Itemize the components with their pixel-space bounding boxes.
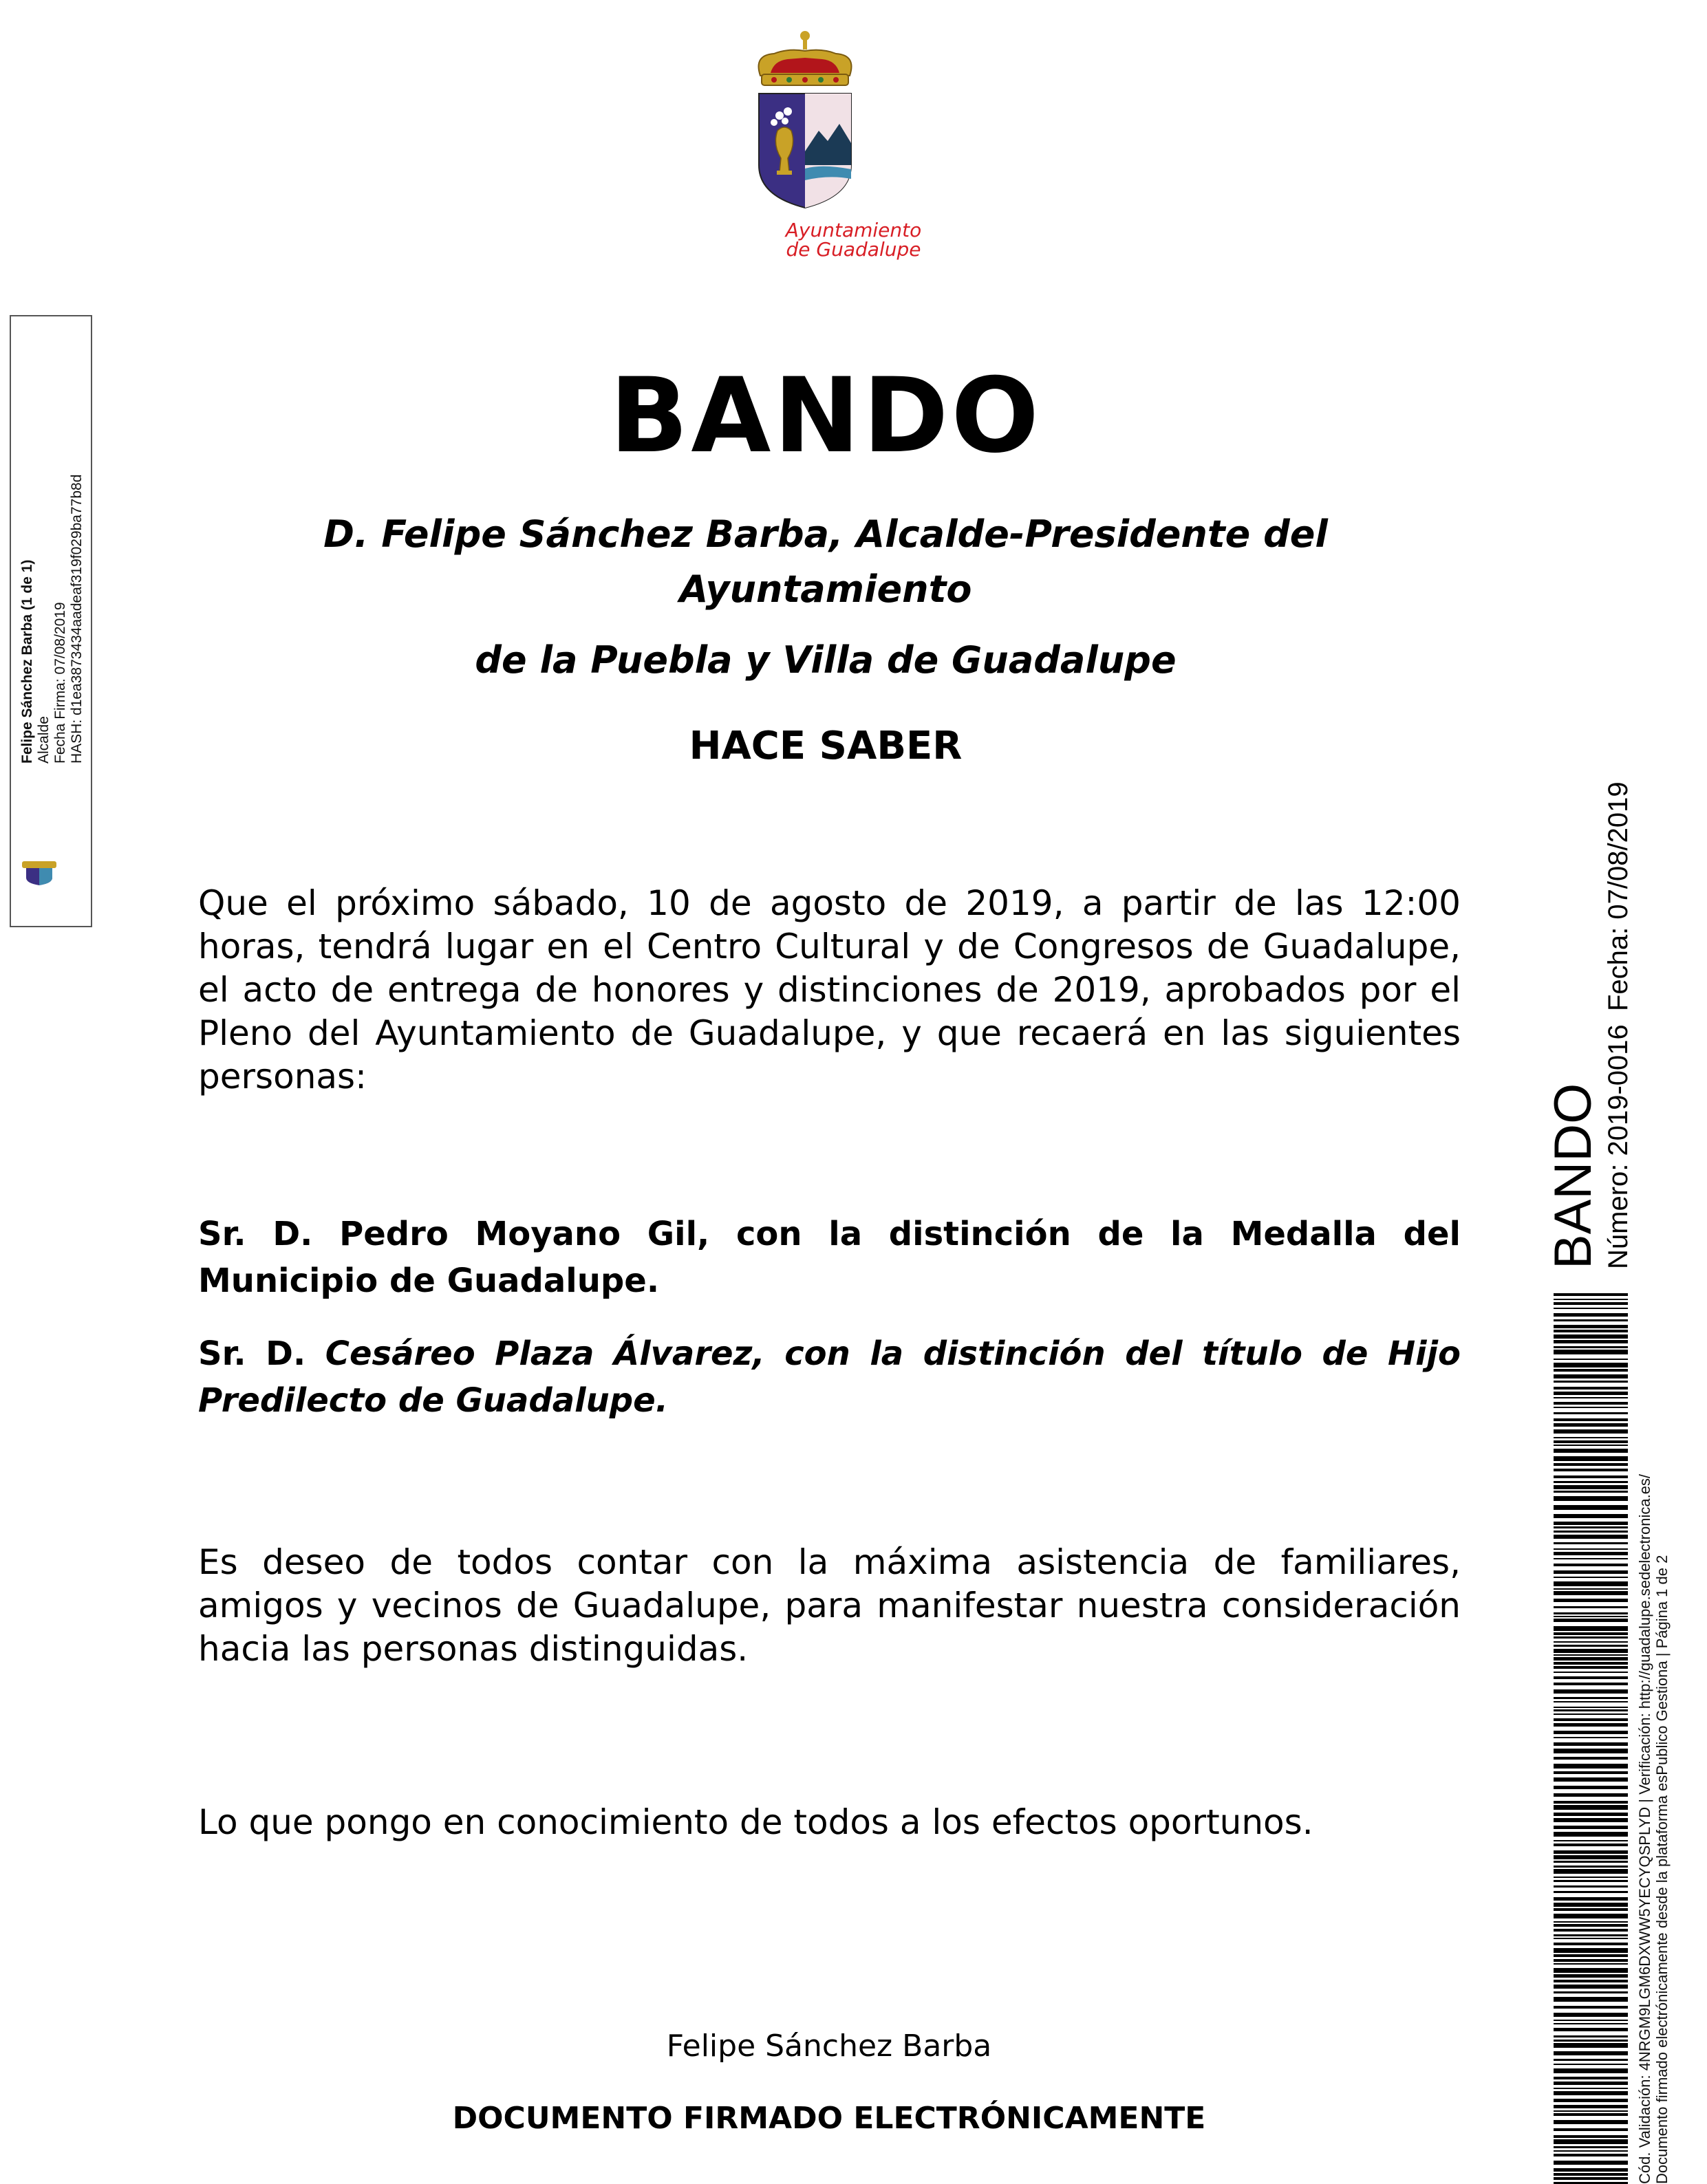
barcode-bar (1554, 2113, 1628, 2116)
barcode-bar (1554, 1591, 1628, 1595)
barcode-bar (1554, 1514, 1628, 1518)
barcode-bar (1554, 1840, 1628, 1841)
barcode-bar (1554, 1564, 1628, 1566)
barcode-bar (1554, 2059, 1628, 2061)
barcode-bar (1554, 1641, 1628, 1643)
barcode-bar (1554, 1570, 1628, 1574)
barcode-bar (1554, 1619, 1628, 1622)
honoree-2-paragraph (198, 1330, 1461, 1424)
honoree-1-paragraph: Sr. D. Pedro Moyano Gil, con la distinción de la Medalla del Municipio de Guadalupe. (198, 1215, 1461, 1300)
barcode-bar (1554, 1531, 1628, 1533)
barcode-bar (1554, 1552, 1628, 1555)
barcode-bar (1554, 1826, 1628, 1829)
signature-hash: HASH: d1ea3873434aadeaf319f029ba77b8d (69, 474, 85, 764)
barcode-bar (1554, 1786, 1628, 1789)
barcode-bar (1554, 1764, 1628, 1769)
mayor-heading-line2: Ayuntamiento (679, 567, 972, 611)
barcode-bar (1554, 1914, 1628, 1918)
barcode-bar (1554, 1683, 1628, 1685)
barcode-bar (1554, 1340, 1628, 1343)
barcode-bar (1554, 1980, 1628, 1982)
barcode-bar (1554, 1813, 1628, 1816)
barcode-bar (1554, 2028, 1628, 2031)
barcode-bar (1554, 1654, 1628, 1656)
barcode-bar (1554, 1877, 1628, 1878)
barcode-bar (1554, 1293, 1628, 1296)
barcode-bar (1554, 1968, 1628, 1973)
signature-signer: Felipe Sánchez Barba (1 de 1) (19, 559, 35, 764)
barcode-bar (1554, 1689, 1628, 1694)
barcode-bar (1554, 1522, 1628, 1525)
barcode-bar (1554, 1599, 1628, 1602)
small-crest-icon (17, 858, 62, 886)
barcode-bar (1554, 1407, 1628, 1408)
barcode-bar (1554, 1606, 1628, 1608)
barcode-bar (1554, 1929, 1628, 1932)
barcode-bar (1554, 1749, 1628, 1753)
barcode-bar (1554, 1535, 1628, 1539)
barcode-bar (1554, 1429, 1628, 1434)
barcode-bar (1554, 2128, 1628, 2131)
barcode-bar (1554, 1437, 1628, 1438)
signature-role: Alcalde (36, 716, 52, 764)
barcode-bar (1554, 1440, 1628, 1443)
barcode-bar (1554, 1742, 1628, 1746)
barcode-bar (1554, 1626, 1628, 1631)
barcode-bar (1554, 1707, 1628, 1708)
barcode-bar (1554, 1359, 1628, 1360)
barcode-bar (1554, 1676, 1628, 1679)
barcode-bar (1554, 1392, 1628, 1395)
barcode-bar (1554, 1548, 1628, 1550)
barcode-bar (1554, 1469, 1628, 1471)
barcode-bar (1554, 1974, 1628, 1978)
barcode-bar (1554, 1319, 1628, 1321)
barcode-bar (1554, 1818, 1628, 1822)
barcode-bar (1554, 1423, 1628, 1427)
barcode-bar (1554, 1866, 1628, 1868)
barcode-bar (1554, 1645, 1628, 1647)
barcode-bar (1554, 1844, 1628, 1846)
barcode-bar (1554, 1649, 1628, 1653)
barcode-bar (1554, 1991, 1628, 1993)
barcode-bar (1554, 1381, 1628, 1383)
barcode-bar (1554, 1672, 1628, 1673)
verification-line1: Cód. Validación: 4NRGM9LGM6DXWW5YECYQSPLYD | Verificación: http://guadalupe.sedelectronica.es/ (1636, 1473, 1653, 2184)
barcode-bar (1554, 1542, 1628, 1544)
logo-text-line2: de Guadalupe (786, 238, 921, 261)
hace-saber-heading: HACE SABER (689, 724, 963, 768)
barcode-bar (1554, 2110, 1628, 2112)
verification-text (1636, 1474, 1671, 2184)
barcode-bar (1554, 2035, 1628, 2037)
barcode-bar (1554, 2013, 1628, 2017)
barcode-bar (1554, 1861, 1628, 1863)
barcode-bar (1554, 1612, 1628, 1614)
barcode-bar (1554, 2099, 1628, 2102)
signer-name: Felipe Sánchez Barba (666, 2029, 992, 2064)
barcode-bar (1554, 1948, 1628, 1953)
barcode-bar (1554, 1632, 1628, 1635)
barcode-bar (1554, 1363, 1628, 1367)
barcode-bar (1554, 1869, 1628, 1874)
barcode-bar (1554, 1449, 1628, 1453)
barcode-bar (1554, 2135, 1628, 2138)
barcode-bar (1554, 1897, 1628, 1901)
barcode-bar (1554, 1475, 1628, 1478)
barcode-bar (1554, 2064, 1628, 2065)
barcode-bar (1554, 1737, 1628, 1738)
barcode-bar (1554, 1374, 1628, 1378)
barcode-bar (1554, 1402, 1628, 1405)
barcode-bar (1554, 1777, 1628, 1782)
barcode-bar (1554, 1666, 1628, 1669)
barcode-bar (1554, 1938, 1628, 1939)
barcode-bar (1554, 2020, 1628, 2021)
barcode-bar (1554, 1325, 1628, 1328)
barcode-bar (1554, 1662, 1628, 1665)
barcode-bar (1554, 1701, 1628, 1702)
barcode-bar (1554, 1885, 1628, 1888)
barcode-bar (1554, 1954, 1628, 1957)
stamp-number: Número: 2019-0016 (1603, 1024, 1633, 1269)
barcode-bar (1554, 1943, 1628, 1945)
barcode-bar (1554, 2082, 1628, 2085)
barcode-bar (1554, 1903, 1628, 1907)
barcode-bar (1554, 1505, 1628, 1510)
barcode-bar (1554, 1697, 1628, 1699)
barcode-bar (1554, 2077, 1628, 2079)
barcode-bar (1554, 1723, 1628, 1727)
signed-note: DOCUMENTO FIRMADO ELECTRÓNICAMENTE (452, 2101, 1206, 2136)
barcode-bar (1554, 1657, 1628, 1661)
barcode-bar (1554, 2139, 1628, 2144)
barcode-bar (1554, 1718, 1628, 1721)
barcode-bar (1554, 1485, 1628, 1489)
barcode-bar (1554, 1805, 1628, 1810)
stamp-date: Fecha: 07/08/2019 (1603, 781, 1633, 1011)
barcode-bar (1554, 1308, 1628, 1309)
barcode-bar (1554, 2146, 1628, 2148)
barcode-bar (1554, 1313, 1628, 1317)
barcode-bar (1554, 1713, 1628, 1715)
barcode-bar (1554, 1616, 1628, 1617)
barcode-bar (1554, 2154, 1628, 2156)
invitation-paragraph: Es deseo de todos contar con la máxima asistencia de familiares, amigos y vecinos de Guadalupe, para manifestar nuestra consideración hacia las personas distinguidas. (198, 1542, 1461, 1669)
barcode-bar (1554, 2173, 1628, 2176)
barcode-bar (1554, 1397, 1628, 1398)
barcode-bar (1554, 2161, 1628, 2165)
barcode-bar (1554, 1934, 1628, 1936)
barcode-bar (1554, 1334, 1628, 1339)
barcode-bar (1554, 1731, 1628, 1734)
barcode-bar (1554, 1801, 1628, 1804)
logo-text-line1: Ayuntamiento (785, 219, 922, 241)
barcode-bar (1554, 2088, 1628, 2089)
barcode-bar (1554, 2168, 1628, 2172)
barcode-bar (1554, 1350, 1628, 1354)
barcode-bar (1554, 1456, 1628, 1461)
barcode-bar (1554, 1924, 1628, 1927)
barcode-bar (1554, 2023, 1628, 2024)
barcode-bar (1554, 1581, 1628, 1586)
barcode-bar (1554, 2105, 1628, 2108)
barcode-bar (1554, 1880, 1628, 1882)
barcode-bar (1554, 1491, 1628, 1493)
barcode-bar (1554, 1526, 1628, 1528)
coat-of-arms-logo (747, 28, 863, 220)
document-title: BANDO (610, 356, 1042, 476)
barcode-bar (1554, 1481, 1628, 1483)
barcode-bar (1554, 1387, 1628, 1390)
mayor-heading-line3: de la Puebla y Villa de Guadalupe (475, 638, 1177, 682)
barcode-bar (1554, 1985, 1628, 1989)
barcode-bar (1554, 1963, 1628, 1965)
barcode-bar (1554, 1709, 1628, 1711)
honoree-2-text: Cesáreo Plaza Álvarez, con la distinción del título de Hijo Predilecto de Guadalupe. (198, 1334, 1461, 1420)
barcode-bar (1554, 1558, 1628, 1559)
barcode-bar (1554, 2006, 1628, 2009)
barcode (1554, 1293, 1628, 2184)
barcode-bar (1554, 1636, 1628, 1639)
barcode-bar (1554, 1793, 1628, 1797)
barcode-bar (1554, 1891, 1628, 1893)
barcode-bar (1554, 1921, 1628, 1923)
barcode-bar (1554, 1302, 1628, 1305)
stamp-title: BANDO (1544, 1083, 1602, 1269)
barcode-bar (1554, 1850, 1628, 1854)
barcode-bar (1554, 1496, 1628, 1501)
barcode-bar (1554, 1577, 1628, 1578)
announcement-paragraph: Que el próximo sábado, 10 de agosto de 2019, a partir de las 12:00 horas, tendrá lugar en el Centro Cultural y de Congresos de Guadalupe, el acto de entrega de honores y distinciones de 2019, aprobados por el Pleno del Ayuntamiento de Guadalupe, y que recaerá en las siguientes personas: (198, 883, 1461, 1096)
barcode-bar (1554, 2043, 1628, 2048)
barcode-bar (1554, 1369, 1628, 1372)
barcode-bar (1554, 2051, 1628, 2055)
barcode-bar (1554, 1412, 1628, 1414)
barcode-bar (1554, 1588, 1628, 1590)
barcode-bar (1554, 1832, 1628, 1837)
barcode-bar (1554, 1445, 1628, 1446)
barcode-bar (1554, 1997, 1628, 2002)
barcode-bar (1554, 1771, 1628, 1774)
barcode-bar (1554, 1757, 1628, 1760)
barcode-bar (1554, 1346, 1628, 1348)
barcode-bar (1554, 2040, 1628, 2042)
verification-line2: Documento firmado electrónicamente desde la plataforma esPublico Gestiona | Página 1 de 2 (1653, 1555, 1671, 2184)
honoree-2-prefix: Sr. D. (198, 1334, 325, 1373)
barcode-bar (1554, 1908, 1628, 1911)
barcode-bar (1554, 2091, 1628, 2095)
barcode-bar (1554, 2120, 1628, 2124)
barcode-bar (1554, 1463, 1628, 1466)
barcode-bar (1554, 2150, 1628, 2152)
barcode-bar (1554, 1959, 1628, 1962)
barcode-bar (1554, 1330, 1628, 1332)
closing-paragraph: Lo que pongo en conocimiento de todos a los efectos oportunos. (198, 1802, 1313, 1842)
mayor-heading-line1: D. Felipe Sánchez Barba, Alcalde-Presidente del (323, 512, 1328, 556)
barcode-bar (1554, 1418, 1628, 1421)
barcode-bar (1554, 2068, 1628, 2073)
barcode-bar (1554, 2177, 1628, 2180)
barcode-bar (1554, 1855, 1628, 1859)
barcode-bar (1554, 1299, 1628, 1300)
signature-date: Fecha Firma: 07/08/2019 (52, 602, 68, 764)
